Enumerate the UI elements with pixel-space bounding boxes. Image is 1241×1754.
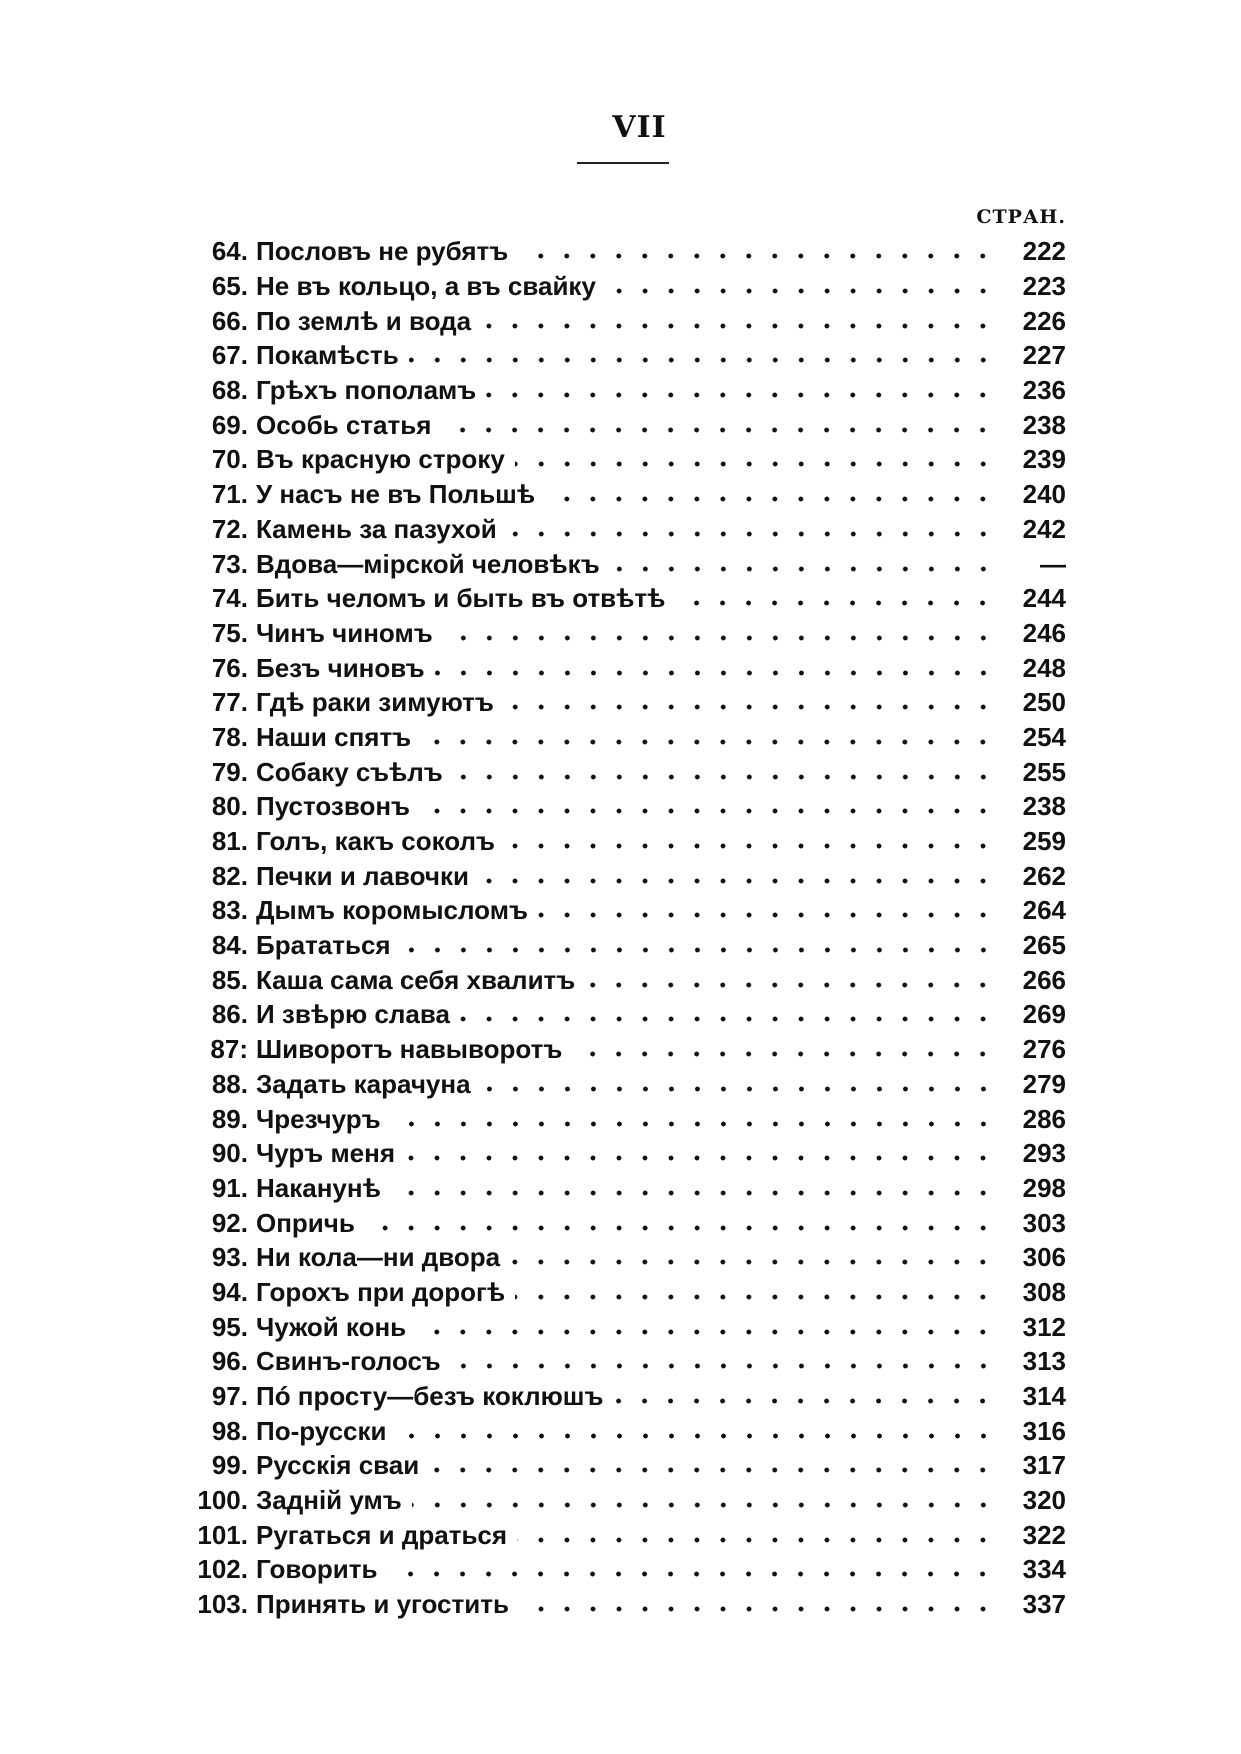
toc-entry-title: Особь статья xyxy=(256,409,432,440)
toc-entry xyxy=(170,824,1066,859)
toc-entry-page: 227 xyxy=(1022,340,1066,371)
toc-entry-title: Собаку съѣлъ xyxy=(256,756,443,787)
toc-entry-page: 312 xyxy=(1022,1311,1066,1342)
toc-entry xyxy=(170,1587,1066,1622)
toc-entry-page: 238 xyxy=(1022,791,1066,822)
table-of-contents xyxy=(170,234,1066,1622)
toc-entry-number: 72. xyxy=(211,513,248,544)
toc-entry-number: 76. xyxy=(211,652,248,683)
toc-entry-number: 83. xyxy=(211,895,248,926)
toc-entry-page: 259 xyxy=(1022,826,1066,857)
toc-entry-title: Ни кола—ни двора xyxy=(256,1242,501,1273)
dot-leader xyxy=(610,564,996,574)
toc-entry-page: 266 xyxy=(1022,964,1066,995)
dot-leader xyxy=(365,1223,996,1233)
toc-entry-page: 226 xyxy=(1022,305,1066,336)
dot-leader xyxy=(675,598,996,608)
toc-entry-page: 306 xyxy=(1022,1242,1066,1273)
dot-leader xyxy=(391,1119,996,1129)
dot-leader xyxy=(460,1014,996,1024)
toc-entry-page: 314 xyxy=(1022,1381,1066,1412)
toc-entry-number: 85. xyxy=(211,964,248,995)
page-number-rule xyxy=(577,162,669,164)
dot-leader xyxy=(387,1569,996,1579)
toc-entry xyxy=(170,893,1066,928)
toc-entry-title: Горохъ при дорогѣ xyxy=(256,1276,506,1307)
toc-entry-title: Чрезчуръ xyxy=(256,1103,381,1134)
toc-entry-page: 255 xyxy=(1022,756,1066,787)
toc-entry-title: Наканунѣ xyxy=(256,1172,381,1203)
toc-entry-page: 269 xyxy=(1022,999,1066,1030)
dot-leader xyxy=(412,1500,996,1510)
dot-leader xyxy=(420,806,996,816)
dot-leader xyxy=(421,737,996,747)
toc-entry-page: 250 xyxy=(1022,687,1066,718)
dot-leader xyxy=(545,494,996,504)
toc-entry xyxy=(170,1413,1066,1448)
toc-entry xyxy=(170,997,1066,1032)
toc-entry xyxy=(170,1517,1066,1552)
toc-entry-number: 92. xyxy=(211,1207,248,1238)
toc-entry xyxy=(170,1309,1066,1344)
toc-entry-page: 322 xyxy=(1022,1519,1066,1550)
toc-entry-title: Пустозвонъ xyxy=(256,791,410,822)
dot-leader xyxy=(517,1535,996,1545)
toc-entry-page: 239 xyxy=(1022,444,1066,475)
toc-entry xyxy=(170,720,1066,755)
dot-leader xyxy=(429,1465,996,1475)
dot-leader xyxy=(391,1188,996,1198)
toc-entry-number: 70. xyxy=(211,444,248,475)
toc-entry-title: Чужой конь xyxy=(256,1311,407,1342)
toc-entry-title: Въ красную строку xyxy=(256,444,505,475)
toc-entry xyxy=(170,789,1066,824)
toc-entry xyxy=(170,407,1066,442)
toc-entry-number: 75. xyxy=(211,617,248,648)
dot-leader xyxy=(416,1327,996,1337)
toc-entry-number: 98. xyxy=(211,1415,248,1446)
toc-entry-title: По землѣ и вода xyxy=(256,305,472,336)
toc-entry-page: 264 xyxy=(1022,895,1066,926)
dot-leader xyxy=(409,355,996,365)
toc-entry xyxy=(170,581,1066,616)
toc-entry-number: 67. xyxy=(211,340,248,371)
toc-entry-number: 81. xyxy=(211,826,248,857)
toc-entry-page: 334 xyxy=(1022,1554,1066,1585)
toc-entry-title: Пословъ не рубятъ xyxy=(256,236,509,267)
toc-entry-title: Дымъ коромысломъ xyxy=(256,895,528,926)
toc-entry-number: 93. xyxy=(211,1242,248,1273)
dot-leader xyxy=(481,321,996,331)
toc-entry-number: 80. xyxy=(211,791,248,822)
toc-entry-title: Каша сама себя хвалитъ xyxy=(256,964,576,995)
dot-leader xyxy=(613,1396,996,1406)
dot-leader xyxy=(504,702,996,712)
toc-entry xyxy=(170,1483,1066,1518)
dot-leader xyxy=(401,945,996,955)
dot-leader xyxy=(443,633,996,643)
toc-entry xyxy=(170,1171,1066,1206)
toc-entry-title: Задній умъ xyxy=(256,1485,402,1516)
dot-leader xyxy=(515,459,996,469)
toc-entry xyxy=(170,1032,1066,1067)
dot-leader xyxy=(507,529,996,539)
dot-leader xyxy=(435,668,996,678)
dot-leader xyxy=(510,1257,996,1267)
toc-entry xyxy=(170,338,1066,373)
toc-entry xyxy=(170,269,1066,304)
toc-entry-title: Покамѣсть xyxy=(256,340,399,371)
toc-entry-number: 94. xyxy=(211,1276,248,1307)
toc-entry xyxy=(170,858,1066,893)
dot-leader xyxy=(481,1084,996,1094)
toc-entry xyxy=(170,477,1066,512)
toc-entry xyxy=(170,303,1066,338)
toc-entry-title: Вдова—мірской человѣкъ xyxy=(256,548,600,579)
toc-entry xyxy=(170,1240,1066,1275)
toc-entry-number: 86. xyxy=(211,999,248,1030)
toc-entry-number: 88. xyxy=(211,1068,248,1099)
toc-entry-page: 298 xyxy=(1022,1172,1066,1203)
toc-entry-number: 66. xyxy=(211,305,248,336)
toc-entry-title: И звѣрю слава xyxy=(256,999,450,1030)
toc-entry-page: 313 xyxy=(1022,1346,1066,1377)
toc-entry xyxy=(170,1275,1066,1310)
toc-entry-number: 64. xyxy=(211,236,248,267)
dot-leader xyxy=(486,390,996,400)
toc-entry-title: Брататься xyxy=(256,930,391,961)
toc-entry xyxy=(170,616,1066,651)
dot-leader xyxy=(479,876,996,886)
toc-entry-title: Наши спятъ xyxy=(256,721,412,752)
toc-entry xyxy=(170,442,1066,477)
dot-leader xyxy=(519,1604,996,1614)
toc-entry-title: Принять и угостить xyxy=(256,1589,509,1620)
toc-entry-page: 238 xyxy=(1022,409,1066,440)
toc-entry xyxy=(170,234,1066,269)
toc-entry xyxy=(170,928,1066,963)
toc-entry xyxy=(170,373,1066,408)
toc-entry xyxy=(170,1344,1066,1379)
toc-entry xyxy=(170,754,1066,789)
toc-entry-title: Опричь xyxy=(256,1207,355,1238)
toc-entry-number: 90. xyxy=(211,1138,248,1169)
toc-entry-number: 65. xyxy=(211,271,248,302)
toc-entry-page: 293 xyxy=(1022,1138,1066,1169)
toc-entry-number: 71. xyxy=(211,479,248,510)
toc-entry-title: Чинъ чиномъ xyxy=(256,617,433,648)
toc-entry-title: Грѣхъ пополамъ xyxy=(256,375,477,406)
toc-entry-number: 79. xyxy=(211,756,248,787)
toc-entry-title: Безъ чиновъ xyxy=(256,652,425,683)
toc-entry-title: Задать карачуна xyxy=(256,1068,471,1099)
dot-leader xyxy=(538,910,996,920)
toc-entry xyxy=(170,1448,1066,1483)
toc-entry-number: 82. xyxy=(211,860,248,891)
toc-entry-title: Голъ, какъ соколъ xyxy=(256,826,495,857)
dot-leader xyxy=(585,980,996,990)
toc-entry-title: Свинъ-голосъ xyxy=(256,1346,441,1377)
toc-entry-page: 265 xyxy=(1022,930,1066,961)
toc-entry xyxy=(170,1067,1066,1102)
dot-leader xyxy=(518,251,996,261)
toc-entry-number: 68. xyxy=(211,375,248,406)
dot-leader xyxy=(441,425,996,435)
toc-entry xyxy=(170,962,1066,997)
toc-entry-number: 84. xyxy=(211,930,248,961)
toc-entry-title: Печки и лавочки xyxy=(256,860,469,891)
toc-entry xyxy=(170,512,1066,547)
toc-entry-page: 242 xyxy=(1022,513,1066,544)
dot-leader xyxy=(405,1153,996,1163)
toc-entry-page: 317 xyxy=(1022,1450,1066,1481)
toc-entry-page: 286 xyxy=(1022,1103,1066,1134)
toc-entry-page: 254 xyxy=(1022,721,1066,752)
toc-entry-title: Камень за пазухой xyxy=(256,513,497,544)
toc-entry-number: 100. xyxy=(197,1485,248,1516)
toc-entry-page: 223 xyxy=(1022,271,1066,302)
dot-leader xyxy=(505,841,996,851)
toc-entry-title: Гдѣ раки зимуютъ xyxy=(256,687,494,718)
toc-entry xyxy=(170,1136,1066,1171)
toc-entry-page: 316 xyxy=(1022,1415,1066,1446)
dot-leader xyxy=(451,1361,996,1371)
toc-entry-number: 73. xyxy=(211,548,248,579)
toc-entry-title: Пó просту—безъ коклюшъ xyxy=(256,1381,604,1412)
toc-entry-number: 99. xyxy=(211,1450,248,1481)
toc-entry xyxy=(170,650,1066,685)
toc-entry-title: Русскія сваи xyxy=(256,1450,420,1481)
toc-entry xyxy=(170,1101,1066,1136)
toc-entry-title: Не въ кольцо, а въ свайку xyxy=(256,271,596,302)
toc-entry-title: Шиворотъ навыворотъ xyxy=(256,1034,563,1065)
toc-entry-page: 244 xyxy=(1022,583,1066,614)
toc-entry-title: Бить челомъ и быть въ отвѣтѣ xyxy=(256,583,666,614)
toc-entry-number: 78. xyxy=(211,721,248,752)
toc-entry-page: 337 xyxy=(1022,1589,1066,1620)
toc-entry xyxy=(170,1552,1066,1587)
toc-entry-number: 96. xyxy=(211,1346,248,1377)
toc-entry xyxy=(170,685,1066,720)
toc-entry-page: 320 xyxy=(1022,1485,1066,1516)
toc-entry-number: 69. xyxy=(211,409,248,440)
toc-entry-number: 97. xyxy=(211,1381,248,1412)
toc-entry-page: 248 xyxy=(1022,652,1066,683)
toc-entry-page: 279 xyxy=(1022,1068,1066,1099)
toc-entry-page: 303 xyxy=(1022,1207,1066,1238)
toc-entry xyxy=(170,1379,1066,1414)
toc-entry-title: По-русски xyxy=(256,1415,387,1446)
toc-entry-page: 240 xyxy=(1022,479,1066,510)
toc-entry-page: 236 xyxy=(1022,375,1066,406)
dot-leader xyxy=(397,1431,997,1441)
dot-leader xyxy=(572,1049,996,1059)
toc-entry-title: У насъ не въ Польшѣ xyxy=(256,479,536,510)
toc-entry-page: 276 xyxy=(1022,1034,1066,1065)
toc-entry-number: 103. xyxy=(197,1589,248,1620)
dot-leader xyxy=(515,1292,996,1302)
toc-entry xyxy=(170,546,1066,581)
toc-entry-number: 77. xyxy=(211,687,248,718)
toc-entry-number: 101. xyxy=(197,1519,248,1550)
page-column-header: СТРАН. xyxy=(976,206,1066,228)
page-number: VII xyxy=(612,110,667,145)
toc-entry-number: 87: xyxy=(210,1034,248,1065)
toc-entry-number: 95. xyxy=(211,1311,248,1342)
toc-entry-page: 262 xyxy=(1022,860,1066,891)
dot-leader xyxy=(606,286,996,296)
toc-entry-title: Говорить xyxy=(256,1554,378,1585)
toc-entry-number: 89. xyxy=(211,1103,248,1134)
toc-entry-number: 91. xyxy=(211,1172,248,1203)
toc-entry-page: — xyxy=(1040,548,1066,579)
toc-entry-page: 222 xyxy=(1022,236,1066,267)
toc-entry-number: 102. xyxy=(197,1554,248,1585)
dot-leader xyxy=(453,772,996,782)
toc-entry xyxy=(170,1205,1066,1240)
toc-entry-page: 246 xyxy=(1022,617,1066,648)
toc-entry-title: Ругаться и драться xyxy=(256,1519,508,1550)
toc-entry-title: Чуръ меня xyxy=(256,1138,396,1169)
toc-entry-page: 308 xyxy=(1022,1276,1066,1307)
toc-entry-number: 74. xyxy=(211,583,248,614)
